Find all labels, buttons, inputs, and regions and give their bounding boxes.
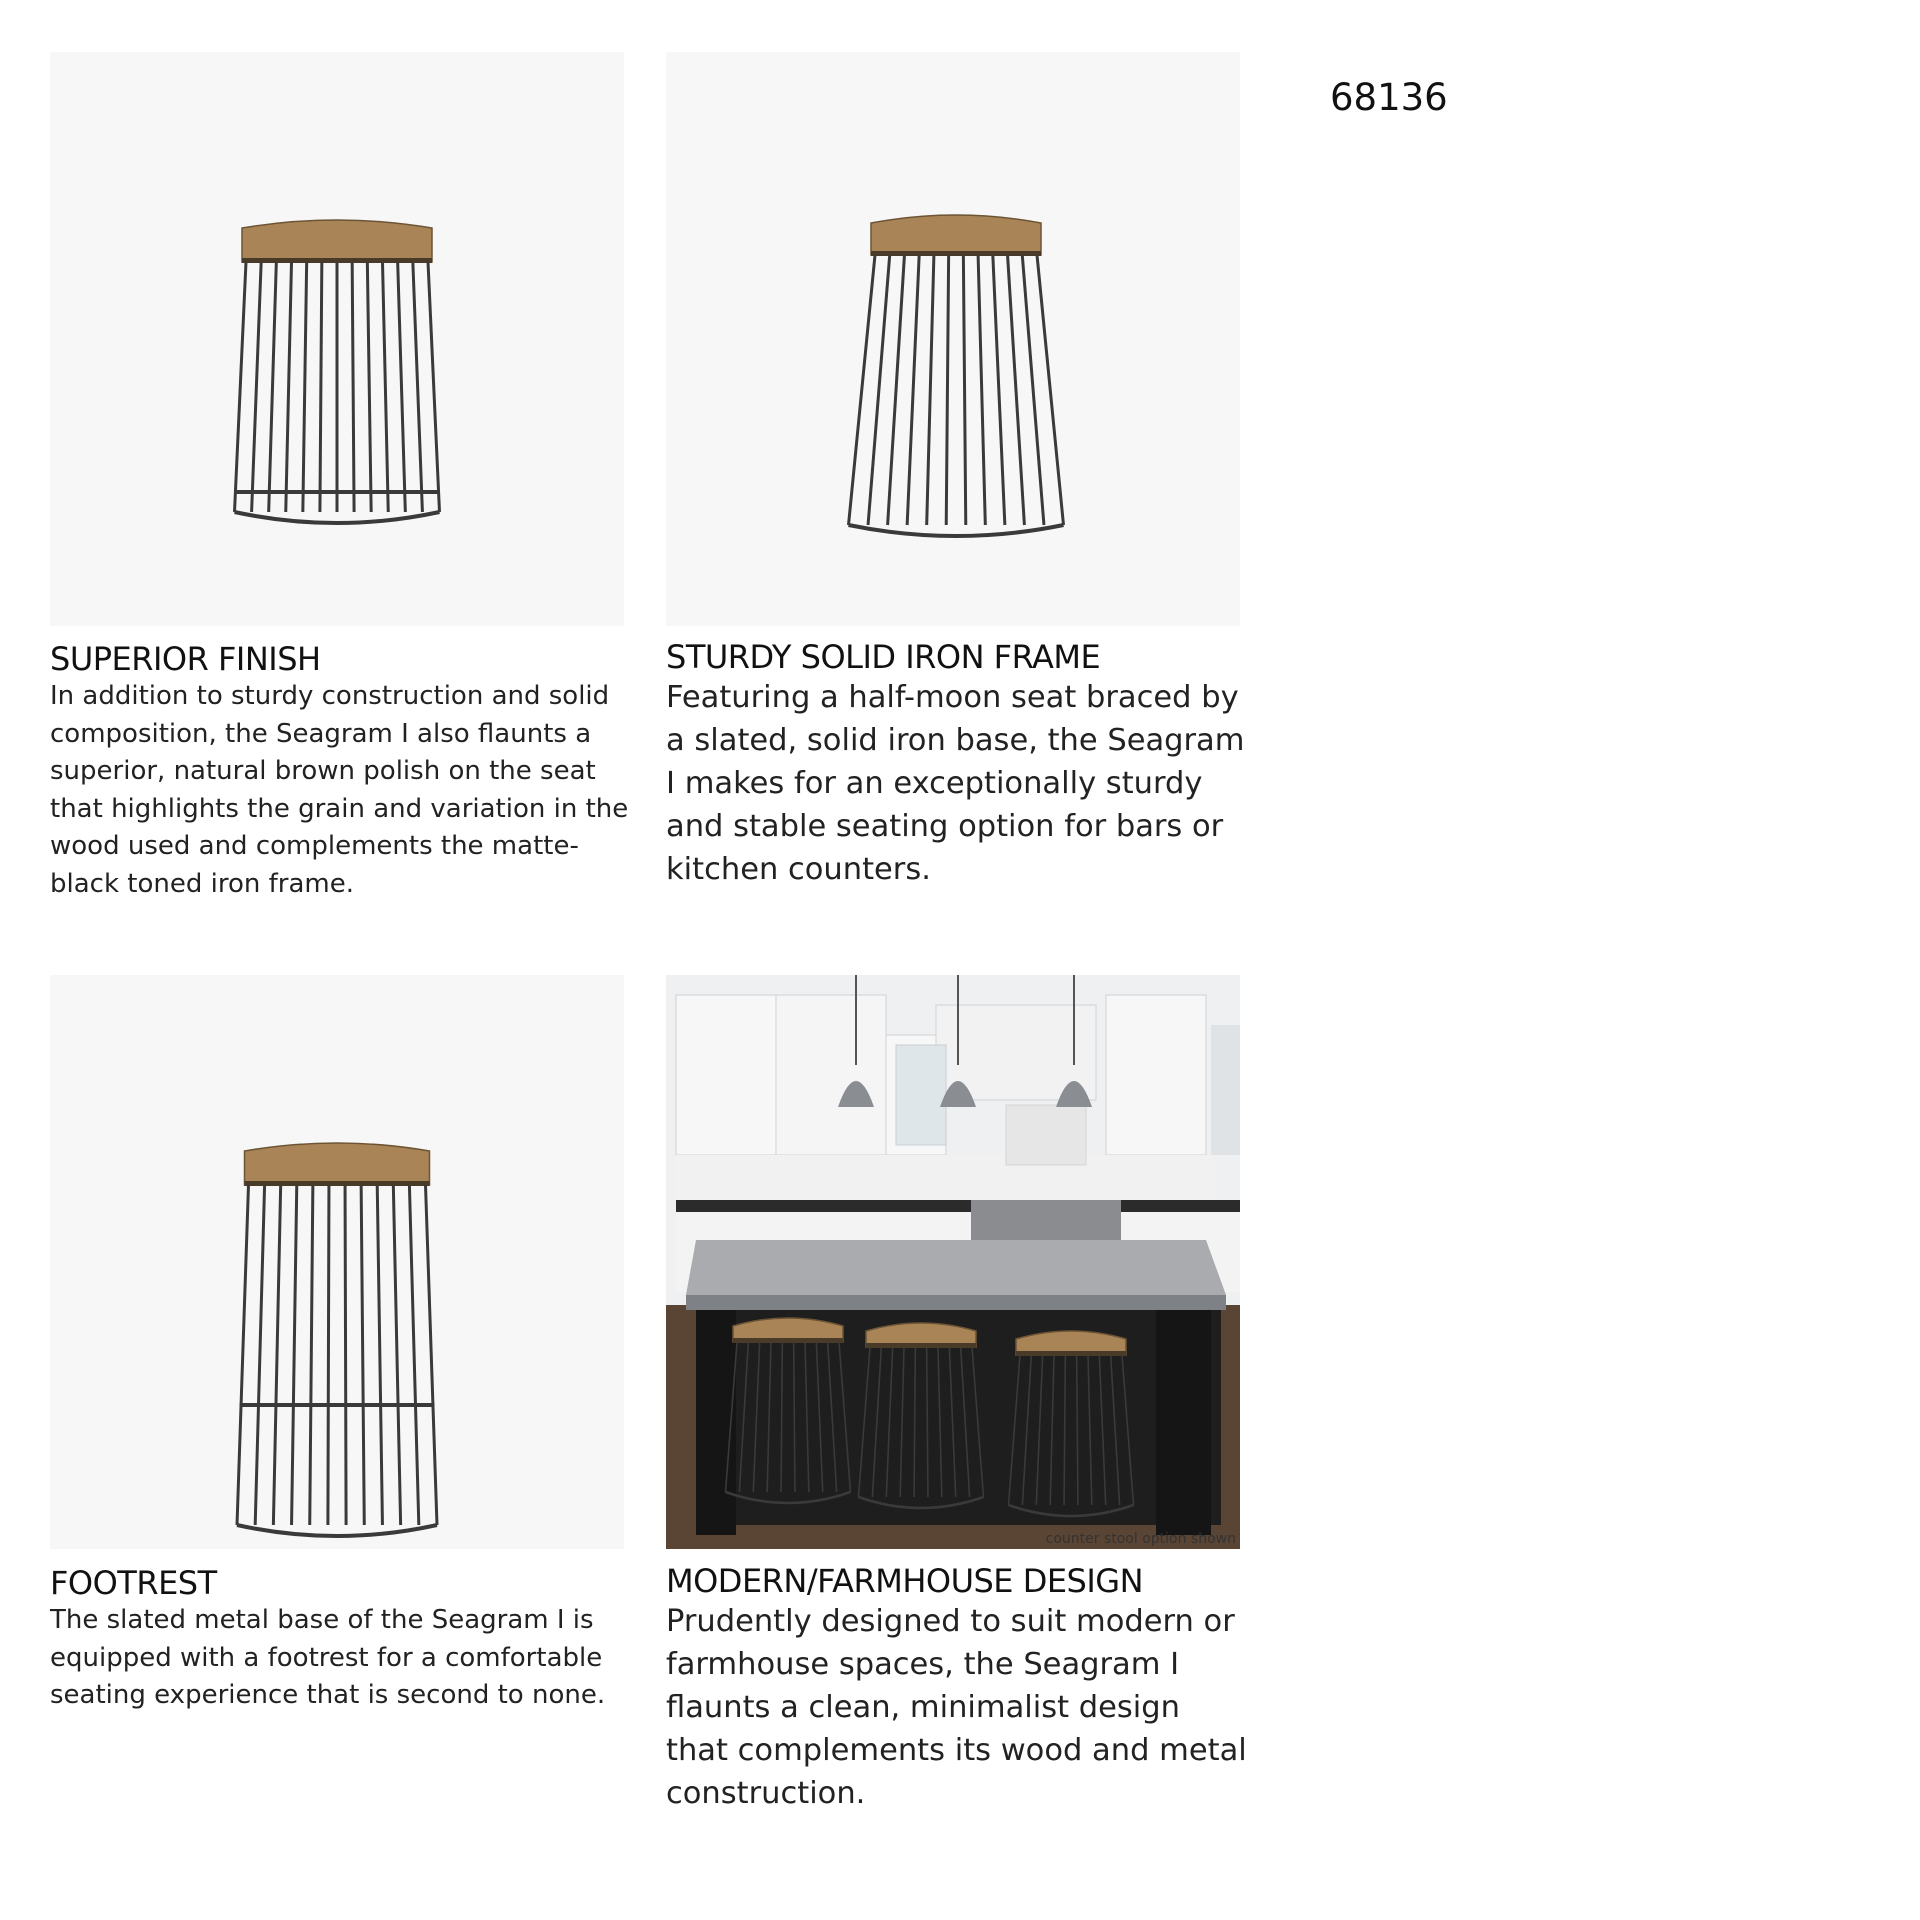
footrest-heading: FOOTREST [50,1564,217,1602]
modern-farmhouse-text: Prudently designed to suit modern or farmhouse spaces, the Seagram I flaunts a clean, minimalist design that complements its wood and metal construction. [666,1604,1247,1811]
stool-illustration [849,215,1064,536]
stool-side-view-image [666,52,1240,626]
sturdy-frame-text: Featuring a half-moon seat braced by a slated, solid iron base, the Seagram I makes for an exceptionally sturdy and stable seating option for bars or kitchen counters. [666,680,1245,887]
stool-illustration [237,1143,437,1536]
stool-front-view-image [50,52,624,626]
kitchen-scene-image [666,975,1240,1549]
superior-finish-text: In addition to sturdy construction and solid composition, the Seagram I also flaunts a superior, natural brown polish on the seat that highlights the grain and variation in the wood used and complements the matte-black toned iron frame. [50,681,629,899]
modern-farmhouse-heading: MODERN/FARMHOUSE DESIGN [666,1562,1144,1600]
sturdy-frame-heading: STURDY SOLID IRON FRAME [666,638,1101,676]
footrest-text: The slated metal base of the Seagram I is equipped with a footrest for a comfortable seating experience that is second to none. [50,1605,606,1710]
stool-footrest-image [50,975,624,1549]
product-sku: 68136 [1330,76,1448,119]
stool-illustration [235,220,440,523]
superior-finish-heading: SUPERIOR FINISH [50,640,321,678]
kitchen-image-caption: counter stool option shown [1045,1531,1236,1547]
